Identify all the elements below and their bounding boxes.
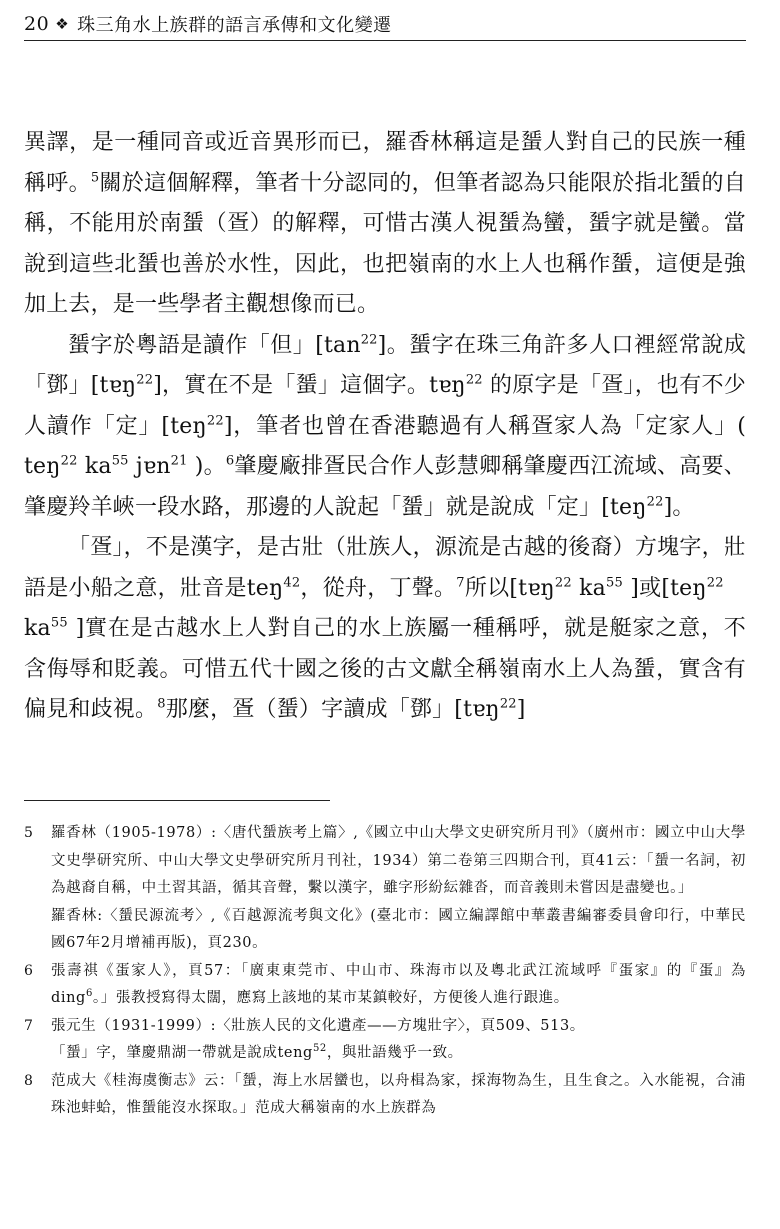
body-paragraph [24,123,746,326]
footnote-ref: 21 [170,453,188,469]
text-run: ka [571,575,606,601]
text-run: 所以[tɐŋ [464,575,555,601]
footnote-paragraph [51,1040,746,1068]
text-run: 那麼，疍（蜑）字讀成「鄧」[tɐŋ [165,697,500,722]
footnote-ref: 6 [225,453,235,469]
footnote-body [51,820,746,958]
footnote-ref: 55 [111,453,129,469]
footnote-body [51,1013,746,1068]
footnote-divider [24,800,330,801]
main-text [24,123,746,731]
footnote-number: 7 [24,1017,34,1034]
footnote-ref: 22 [465,372,483,388]
text-run: 「疍」，不是漢字，是古壯（壯族人，源流是古越的後裔）方塊字，壯語是小船之意，壯音是teŋ [24,535,746,601]
text-run: jɐn [128,454,171,479]
text-run: ]。蜑字在珠三角許多人口裡經常說成「鄧」[tɐŋ [24,332,746,398]
footnote-paragraph [51,1013,746,1041]
footnote-paragraph [51,1068,746,1123]
body-paragraph [24,528,746,731]
text-run: ]，實在不是「蜑」這個字。tɐŋ [153,373,466,398]
footnote-ref: 7 [456,575,465,591]
footnote-ref: 5 [90,170,100,186]
footnote-body [51,958,746,1013]
footnote-paragraph [51,958,746,1013]
text-run: 羅香林:〈蜑民源流考〉,《百越源流考與文化》(臺北市：國立編譯館中華叢書編審委員會印行，中華民國67年2月增補再版)，頁230。 [51,907,746,951]
text-run: 張壽祺《蛋家人》，頁57：「廣東東莞市、中山市、珠海市以及粵北武江流域呼『蛋家』的『蛋』為ding [51,962,746,1006]
text-run: 肇慶廠排疍民合作人彭慧卿稱肇慶西江流域、高要、肇慶羚羊峽一段水路，那邊的人說起「蜑」就是說成「定」[teŋ [24,454,746,520]
footnote-ref: 22 [646,494,664,510]
footnote [24,958,746,1013]
footnote [24,1013,746,1068]
text-run: 異譯，是一種同音或近音異形而已，羅香林稱這是蜑人對自己的民族一種稱呼。 [24,130,746,196]
footnote-ref: 22 [60,453,78,469]
footnote-ref: 22 [206,413,224,429]
footnote-paragraph [51,903,746,958]
footnote-ref: 22 [554,575,572,591]
text-run: 。」張教授寫得太闊，應寫上該地的某市某鎮較好，方便後人進行跟進。 [92,990,569,1006]
diamond-separator-icon: ❖ [55,15,70,33]
text-run: )。 [187,454,226,479]
body-paragraph [24,326,746,529]
text-run: ]或[teŋ [622,575,707,601]
footnote-ref: 22 [360,332,378,348]
text-run: 羅香林（1905-1978）:〈唐代蜑族考上篇〉,《國立中山大學文史研究所月刊》（廣州市：國立中山大學文史學研究所、中山大學文史學研究所月刊社，1934）第二卷第三四期合刊，頁41云：「蜑一名詞，初為越裔自稱，中土習其語，循其音聲，繫以漢字，雖字形紛紜雜沓，而音義則未嘗因是盡變也。」 [51,825,746,896]
footnote-paragraph [51,820,746,903]
footnote-number: 8 [24,1072,34,1089]
footnotes [24,820,746,1123]
text-run: 的原字是「疍」，也有不少人讀作「定」[teŋ [24,373,746,439]
text-run: 蜑字於粵語是讀作「但」[tan [68,332,361,358]
running-header [24,8,746,41]
footnote-ref: 8 [157,696,166,712]
page-number: 20 [24,13,50,35]
text-run: ]實在是古越水上人對自己的水上族屬一種稱呼，就是艇家之意，不含侮辱和貶義。可惜五代十國之後的古文獻全稱嶺南水上人為蜑，實含有偏見和歧視。 [24,616,746,722]
footnote-ref: 55 [606,575,623,591]
text-run: ka [24,575,746,641]
footnote-ref: 22 [706,575,724,591]
footnote-ref: 42 [283,575,301,591]
running-title: 珠三角水上族群的語言承傳和文化變遷 [77,15,392,36]
text-run: ，從舟，丁聲。 [300,575,457,601]
footnote-body [51,1068,746,1123]
text-run: ，與壯語幾乎一致。 [326,1045,463,1061]
text-run: 范成大《桂海虞衡志》云：「蜑，海上水居蠻也，以舟楫為家，採海物為生，且生食之。入水能視，合浦珠池蚌蛤，惟蜑能沒水探取。」范成大稱嶺南的水上族群為 [51,1072,746,1116]
footnote [24,1068,746,1123]
superscript: 52 [312,1043,327,1055]
footnote-ref: 22 [136,372,154,388]
footnote-number: 5 [24,825,34,841]
text-run: 「蜑」字，肇慶鼎湖一帶就是說成teng [51,1045,313,1061]
footnote-number: 6 [24,962,34,979]
text-run: ka [77,454,112,479]
text-run: ] [516,697,526,722]
text-run: 關於這個解釋，筆者十分認同的，但筆者認為只能限於指北蜑的自稱，不能用於南蜑（疍）的解釋，可惜古漢人視蜑為蠻，蜑字就是蠻。當說到這些北蜑也善於水性，因此，也把嶺南的水上人也稱作蜑，這便是強加上去，是一些學者主觀想像而已。 [24,170,746,317]
footnote-ref: 55 [50,615,68,631]
text-run: 張元生（1931-1999）:〈壯族人民的文化遺產——方塊壯字〉，頁509、513。 [51,1017,585,1034]
text-run: ]。 [663,494,695,520]
superscript: 6 [85,988,93,1000]
footnote [24,820,746,958]
text-run: ]，筆者也曾在香港聽過有人稱疍家人為「定家人」( teŋ [24,413,747,479]
footnote-ref: 22 [499,696,517,712]
